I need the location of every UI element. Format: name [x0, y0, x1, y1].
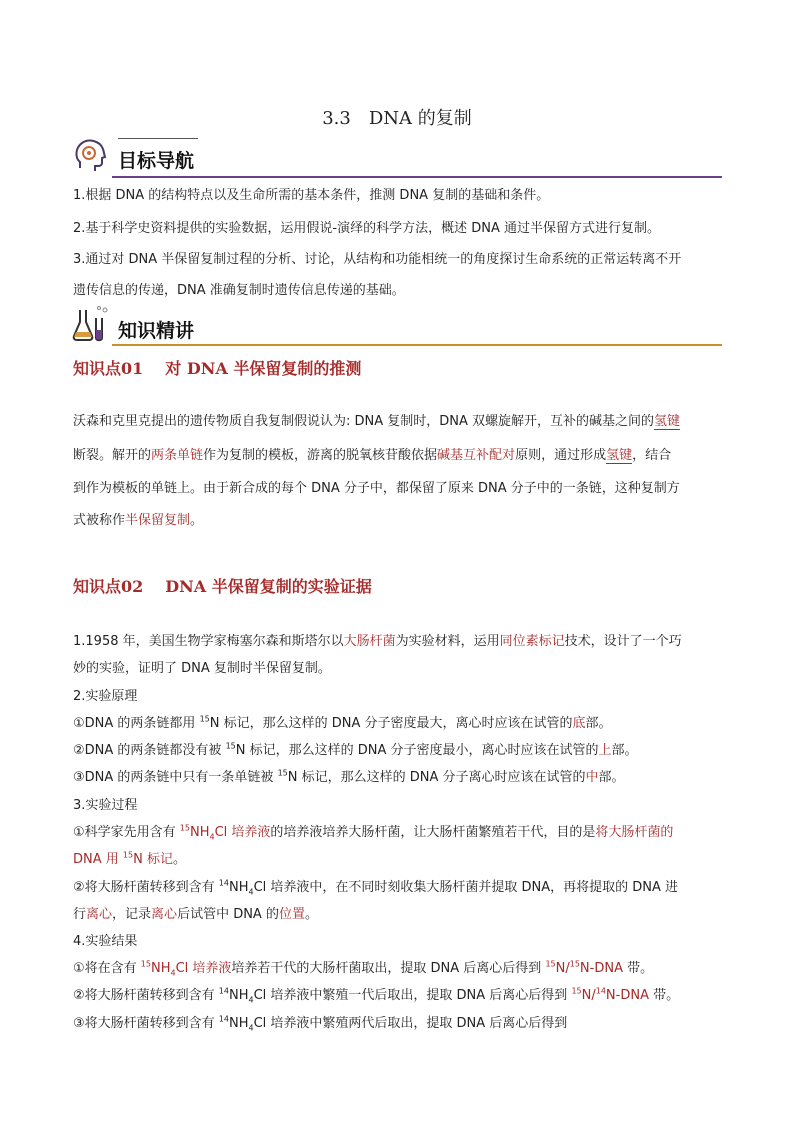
- highlight: 离心: [151, 907, 178, 922]
- goal-item-3-cont: 遗传信息的传递，DNA 准确复制时遗传信息传递的基础。: [73, 283, 405, 298]
- section-banner-goals: [72, 138, 722, 178]
- highlight: 上: [598, 743, 612, 758]
- goal-item-2: 2.基于科学史资料提供的实验数据，运用假说-演绎的科学方法，概述 DNA 通过半保留方式进行复制。: [73, 221, 660, 236]
- kp2-heading-results: 4.实验结果: [73, 934, 138, 949]
- kp2-heading-principle: 2.实验原理: [73, 689, 138, 704]
- process-2: ②将大肠杆菌转移到含有 $^{14}NH_4Cl$ 培养液中，在不同时刻收集大肠杆菌并提取 DNA，再将提取的 DNA 进: [73, 878, 679, 897]
- highlight: 大肠杆菌: [343, 634, 396, 649]
- highlight: 碱基互补配对: [437, 448, 516, 463]
- kp2-para-1-cont: 妙的实验，证明了 DNA 复制时半保留复制。: [73, 661, 331, 676]
- highlight: 底: [572, 716, 586, 731]
- kp1-line-4: 式被称作半保留复制。: [73, 513, 204, 528]
- kp1-title: 对 DNA 半保留复制的推测: [165, 359, 362, 378]
- principle-2: ②DNA 的两条链都没有被 $^{15}$N 标记，那么这样的 DNA 分子密度最小，离心时应该在试管的上部。: [73, 741, 638, 758]
- highlight: 同位素标记: [499, 634, 565, 649]
- kp2-heading: [73, 574, 372, 597]
- banner-top-line: [118, 138, 198, 139]
- highlight: DNA 用 $^{15}$N 标记: [73, 850, 173, 867]
- highlight: $^{15}NH_4Cl$ 培养液: [140, 959, 232, 978]
- highlight: 将大肠杆菌的: [595, 825, 674, 840]
- banner-rule: [112, 344, 722, 346]
- result-2: ②将大肠杆菌转移到含有 $^{14}NH_4Cl$ 培养液中繁殖一代后取出，提取 DNA 后离心后得到 $^{15}$N/$^{14}$N-DNA 带。: [73, 986, 680, 1005]
- highlight: 氢键: [606, 448, 633, 463]
- highlight: 两条单链: [151, 448, 204, 463]
- kp1-number: 知识点01: [73, 359, 144, 378]
- kp1-line-1: 沃森和克里克提出的遗传物质自我复制假说认为: DNA 复制时，DNA 双螺旋解开，互补的碱基之间的氢键: [73, 414, 681, 429]
- section-title-knowledge: 知识精讲: [118, 320, 195, 342]
- goal-item-1: 1.根据 DNA 的结构特点以及生命所需的基本条件，推测 DNA 复制的基础和条件。: [73, 188, 550, 203]
- process-1-cont: DNA 用 $^{15}$N 标记。: [73, 850, 186, 867]
- principle-3: ③DNA 的两条链中只有一条单链被 $^{15}$N 标记，那么这样的 DNA 分子离心时应该在试管的中部。: [73, 768, 625, 785]
- kp1-line-2: 断裂。解开的两条单链作为复制的模板，游离的脱氧核苷酸依据碱基互补配对原则，通过形成氢键，结合: [73, 448, 672, 463]
- process-1: ①科学家先用含有 $^{15}NH_4Cl$ 培养液的培养液培养大肠杆菌，让大肠杆菌繁殖若干代，目的是将大肠杆菌的: [73, 823, 674, 842]
- kp1-heading: [73, 356, 361, 379]
- principle-1: ①DNA 的两条链都用 $^{15}$N 标记，那么这样的 DNA 分子密度最大，离心时应该在试管的底部。: [73, 714, 612, 731]
- page-title: 3.3 DNA 的复制: [322, 108, 472, 129]
- highlight: 氢键: [654, 414, 681, 429]
- highlight: $^{15}$N/$^{15}$N-DNA: [545, 959, 623, 976]
- highlight: $^{15}NH_4Cl$ 培养液: [179, 823, 271, 842]
- highlight: 位置: [278, 907, 305, 922]
- kp2-heading-process: 3.实验过程: [73, 798, 138, 813]
- highlight: $^{15}$N/$^{14}$N-DNA: [571, 986, 649, 1003]
- highlight: 离心: [86, 907, 113, 922]
- head-gear-icon: [72, 138, 108, 178]
- kp2-number: 知识点02: [73, 577, 144, 596]
- highlight: 中: [585, 770, 599, 785]
- highlight: 半保留复制: [125, 513, 191, 528]
- kp2-title: DNA 半保留复制的实验证据: [165, 577, 372, 596]
- goal-item-3: 3.通过对 DNA 半保留复制过程的分析、讨论，从结构和功能相统一的角度探讨生命系统的正常运转离不开: [73, 252, 682, 267]
- section-banner-knowledge: [72, 304, 722, 346]
- result-1: ①将在含有 $^{15}NH_4Cl$ 培养液培养若干代的大肠杆菌取出，提取 DNA 后离心后得到 $^{15}$N/$^{15}$N-DNA 带。: [73, 959, 654, 978]
- result-3: ③将大肠杆菌转移到含有 $^{14}NH_4Cl$ 培养液中繁殖两代后取出，提取 DNA 后离心后得到: [73, 1014, 568, 1033]
- process-2-cont: 行离心，记录离心后试管中 DNA 的位置。: [73, 907, 318, 922]
- kp2-para-1: 1.1958 年，美国生物学家梅塞尔森和斯塔尔以大肠杆菌为实验材料，运用同位素标记技术，设计了一个巧: [73, 634, 682, 649]
- kp1-line-3: 到作为模板的单链上。由于新合成的每个 DNA 分子中，都保留了原来 DNA 分子中的一条链，这种复制方: [73, 481, 680, 496]
- section-title-goals: 目标导航: [118, 150, 195, 172]
- flask-icon: [72, 304, 112, 346]
- banner-rule: [112, 176, 722, 178]
